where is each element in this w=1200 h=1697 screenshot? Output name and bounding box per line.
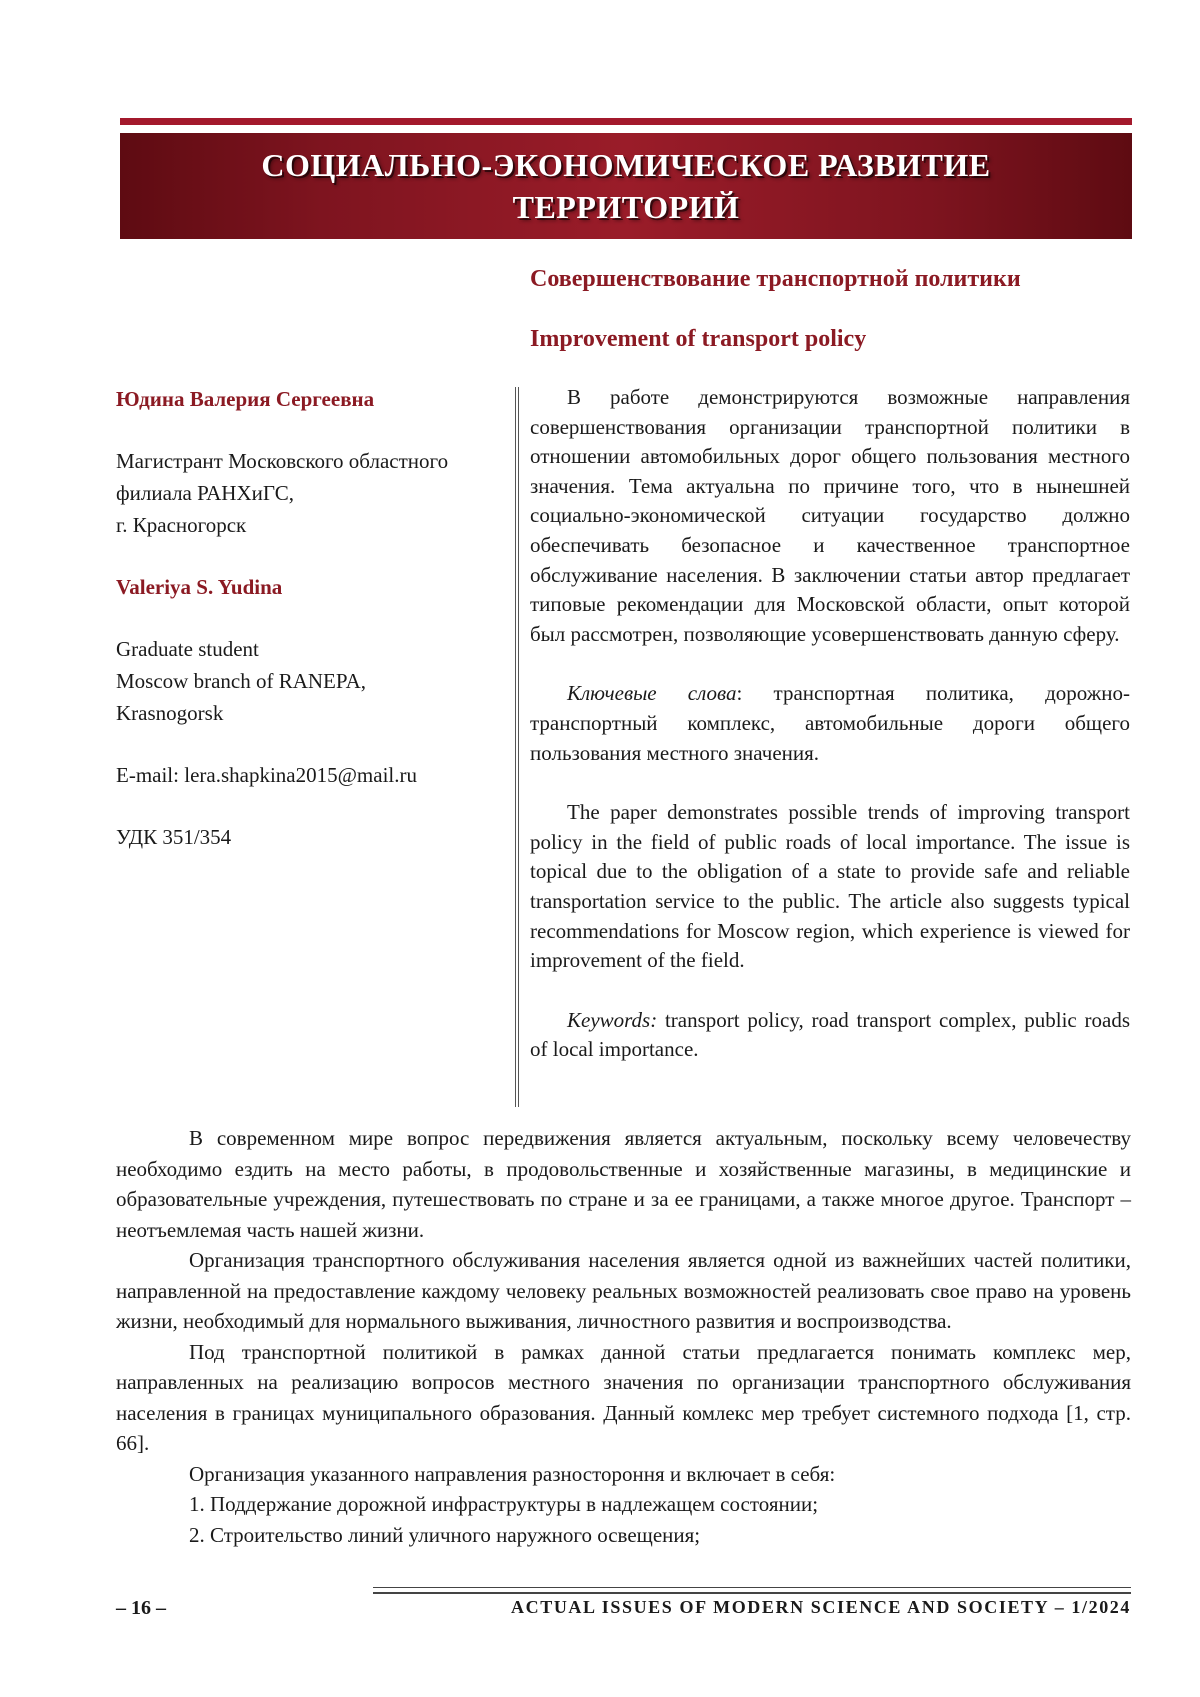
section-banner bbox=[120, 133, 1132, 239]
page-number: – 16 – bbox=[116, 1597, 166, 1619]
header-top-rule bbox=[120, 118, 1132, 125]
section-title bbox=[246, 144, 1006, 228]
author-name-en: Valeriya S. Yudina bbox=[116, 575, 283, 599]
keywords-en bbox=[530, 1006, 1130, 1065]
article-body bbox=[116, 1123, 1131, 1550]
author-affiliation-ru-2: филиала РАНХиГС, bbox=[116, 481, 294, 505]
author-affiliation-en-3: Krasnogorsk bbox=[116, 701, 224, 725]
body-paragraph: Организация указанного направления разностороння и включает в себя: bbox=[189, 1461, 836, 1486]
author-email: E-mail: lera.shapkina2015@mail.ru bbox=[116, 763, 418, 787]
body-paragraph: Организация транспортного обслуживания населения является одной из важнейших частей политики, направленной на предоставление каждому человеку реальных возможностей реализовать свое право на уровень жизни, необходимый для нормального выживания, личностного развития и воспроизводства. bbox=[116, 1248, 1131, 1333]
body-paragraph: В современном мире вопрос передвижения является актуальным, поскольку всему человечеству необходимо ездить на место работы, в продовольственные и хозяйственные магазины, в медицинские и образовательные учреждения, путешествовать по стране и за ее границами, а также многое другое. Транспорт – неотъемлемая часть нашей жизни. bbox=[116, 1126, 1131, 1242]
author-name-ru: Юдина Валерия Сергеевна bbox=[116, 387, 375, 411]
author-affiliation-ru-3: г. Красногорск bbox=[116, 513, 247, 537]
udc-code: УДК 351/354 bbox=[116, 825, 232, 849]
author-affiliation-en-2: Moscow branch of RANEPA, bbox=[116, 669, 367, 693]
keywords-ru-label: Ключевые слова bbox=[567, 681, 737, 706]
abstract-en: The paper demonstrates possible trends of improving transport policy in the field of public roads of local importance. The issue is topical due to the obligation of a state to provide safe and reliable transportation service to the public. The article also suggests typical recommendations for Moscow region, which experience is viewed for improvement of the field. bbox=[530, 800, 1130, 973]
keywords-en-text: transport policy, road transport complex, public roads of local importance. bbox=[530, 1007, 1130, 1062]
section-title-line1: СОЦИАЛЬНО-ЭКОНОМИЧЕСКОЕ РАЗВИТИЕ bbox=[261, 147, 991, 183]
author-info bbox=[116, 383, 506, 853]
section-title-line2: ТЕРРИТОРИЙ bbox=[512, 189, 740, 225]
keywords-ru-text: : транспортная политика, дорожно-транспортный комплекс, автомобильные дороги общего пользования местного значения. bbox=[530, 681, 1130, 765]
abstract-ru: В работе демонстрируются возможные направления совершенствования организации транспортной политики в отношении автомобильных дорог общего пользования местного значения. Тема актуальна по причине того, что в нынешней социально-экономической ситуации государство должно обеспечивать безопасное и качественное транспортное обслуживание населения. В заключении статьи автор предлагает типовые рекомендации для Московской области, опыт которой был рассмотрен, позволяющие усовершенствовать данную сферу. bbox=[530, 385, 1130, 646]
keywords-en-label: Keywords: bbox=[567, 1007, 658, 1032]
abstract bbox=[530, 383, 1130, 1065]
article-title-en: Improvement of transport policy bbox=[530, 326, 867, 352]
footer-rule bbox=[373, 1587, 1131, 1594]
keywords-ru bbox=[530, 679, 1130, 768]
body-list-item: 2. Строительство линий уличного наружного освещения; bbox=[189, 1522, 701, 1547]
article-title-ru: Совершенствование транспортной политики bbox=[530, 266, 1021, 292]
body-list-item: 1. Поддержание дорожной инфраструктуры в надлежащем состоянии; bbox=[189, 1492, 819, 1516]
column-divider bbox=[515, 387, 519, 1107]
author-affiliation-en-1: Graduate student bbox=[116, 637, 259, 661]
journal-name: ACTUAL ISSUES OF MODERN SCIENCE AND SOCIETY – 1/2024 bbox=[511, 1597, 1131, 1617]
body-paragraph: Под транспортной политикой в рамках данной статьи предлагается понимать комплекс мер, направленных на реализацию вопросов местного значения по организации транспортного обслуживания населения в границах муниципального образования. Данный комлекс мер требует системного подхода [1, стр. 66]. bbox=[116, 1339, 1131, 1455]
author-affiliation-ru-1: Магистрант Московского областного bbox=[116, 449, 449, 473]
